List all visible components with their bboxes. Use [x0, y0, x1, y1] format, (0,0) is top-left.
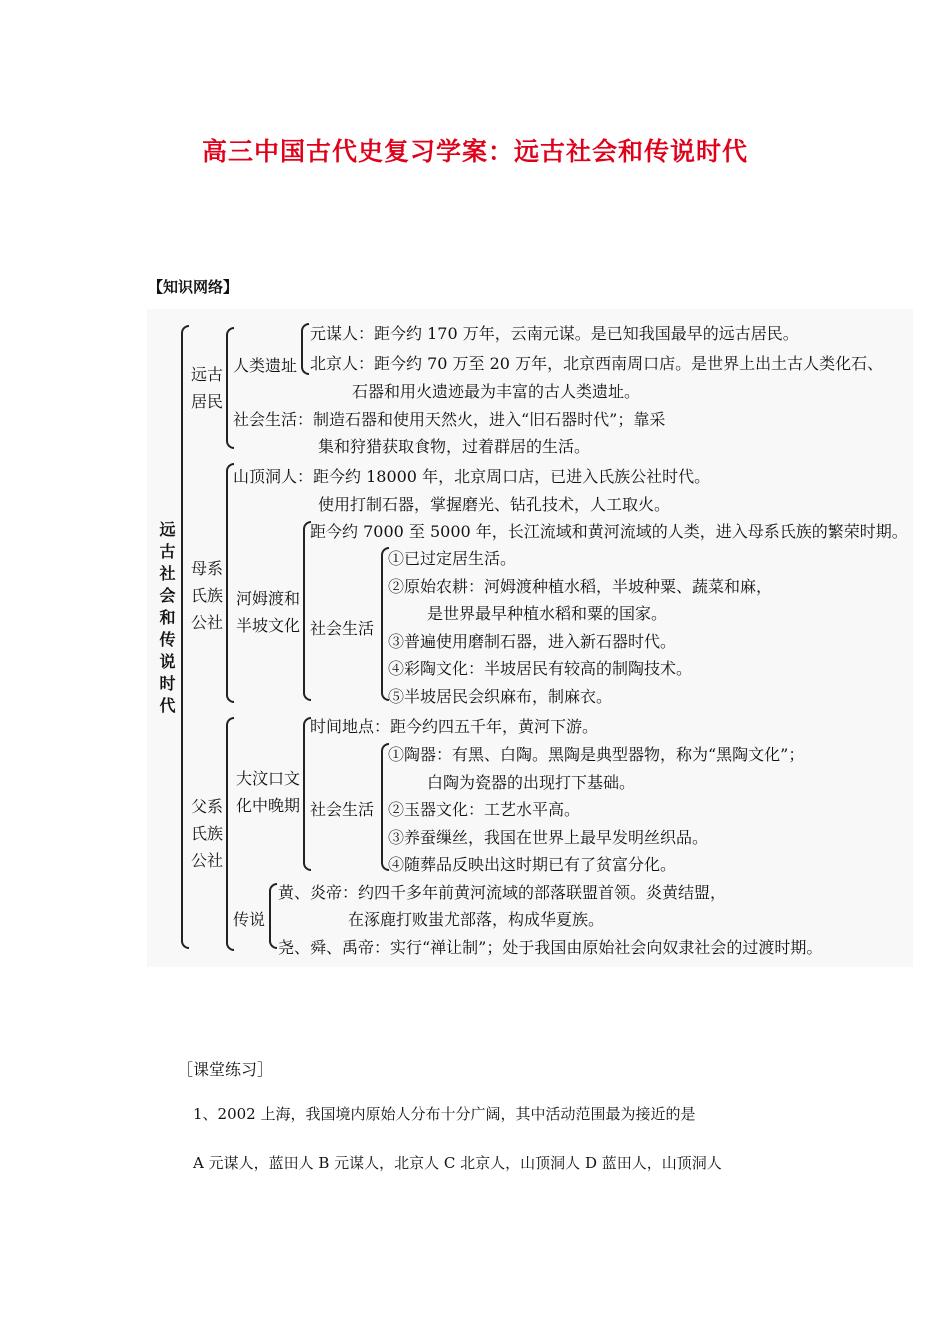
root-label: 远古社会和传说时代 [157, 521, 176, 719]
practice-heading: ［课堂练习］ [177, 1060, 274, 1079]
question-1: 1、2002 上海，我国境内原始人分布十分广阔，其中活动范围最为接近的是 [193, 1105, 696, 1123]
patriarchal-social-4: ④随葬品反映出这时期已有了贫富分化。 [388, 855, 677, 874]
knowledge-network-diagram [147, 309, 913, 967]
matriarchal-time: 距今约 7000 至 5000 年，长江流域和黄河流域的人类，进入母系氏族的繁荣时期。 [310, 522, 908, 541]
branch-ancient-residents: 远古 居民 [190, 365, 223, 411]
matriarchal-social-4: ④彩陶文化：半坡居民有较高的制陶技术。 [388, 659, 693, 678]
ancient-social-life-line2: 集和狩猎获取食物，过着群居的生活。 [318, 437, 591, 456]
human-sites-label: 人类遗址 [233, 356, 298, 375]
patriarchal-social-2: ②玉器文化：工艺水平高。 [388, 800, 581, 819]
upper-cave-man-line2: 使用打制石器，掌握磨光、钻孔技术，人工取火。 [318, 495, 671, 514]
matriarchal-social-1: ①已过定居生活。 [388, 549, 517, 568]
branch1-brace [226, 327, 234, 449]
patriarchal-social-1b: 白陶为瓷器的出现打下基础。 [427, 773, 636, 792]
page-title: 高三中国古代史复习学案：远古社会和传说时代 [201, 137, 748, 166]
branch-patriarchal-clan: 父系 氏族 公社 [190, 797, 223, 870]
peking-man-line2: 石器和用火遗迹最为丰富的古人类遗址。 [352, 382, 641, 401]
hemudu-banpo-label: 河姆渡和 半坡文化 [235, 589, 300, 635]
patriarchal-social-life-label: 社会生活 [310, 800, 375, 819]
branch2-brace [226, 463, 234, 703]
legend-label: 传说 [233, 910, 266, 929]
peking-man-line1: 北京人：距今约 70 万至 20 万年，北京西南周口店。是世界上出土古人类化石、 [310, 354, 884, 373]
upper-cave-man-line1: 山顶洞人：距今约 18000 年，北京周口店，已进入氏族公社时代。 [233, 467, 711, 486]
dawenkou-label: 大汶口文 化中晚期 [235, 769, 300, 815]
patriarchal-social-1a: ①陶器：有黑、白陶。黑陶是典型器物，称为“黑陶文化”； [388, 745, 805, 764]
section-label-knowledge-network: 【知识网络】 [148, 278, 239, 296]
hemudu-brace [303, 521, 311, 701]
matriarchal-social-2b: 是世界最早种植水稻和粟的国家。 [427, 604, 668, 623]
matriarchal-social-5: ⑤半坡居民会织麻布，制麻衣。 [388, 687, 613, 706]
matriarchal-social-3: ③普遍使用磨制石器，进入新石器时代。 [388, 632, 677, 651]
legend-yao-shun-yu: 尧、舜、禹帝：实行“禅让制”；处于我国由原始社会向奴隶社会的过渡时期。 [278, 938, 823, 957]
ancient-social-life-line1: 社会生活：制造石器和使用天然火，进入“旧石器时代”；靠采 [233, 410, 666, 429]
dawenkou-brace [303, 717, 311, 871]
yuanmou-man: 元谋人：距今约 170 万年，云南元谋。是已知我国最早的远古居民。 [310, 324, 799, 343]
matriarchal-social-life-label: 社会生活 [310, 619, 375, 638]
matriarchal-social-2a: ②原始农耕：河姆渡种植水稻，半坡种粟、蔬菜和麻， [388, 577, 773, 596]
patriarchal-social-3: ③养蚕缫丝，我国在世界上最早发明丝织品。 [388, 828, 709, 847]
question-1-options: A 元谋人，蓝田人 B 元谋人，北京人 C 北京人，山顶洞人 D 蓝田人，山顶洞人 [193, 1154, 722, 1172]
branch-matriarchal-clan: 母系 氏族 公社 [190, 559, 223, 632]
patriarchal-time: 时间地点：距今约四五千年，黄河下游。 [310, 717, 599, 736]
human-sites-brace [301, 323, 309, 375]
legend-huang-yan-line2: 在涿鹿打败蚩尤部落，构成华夏族。 [348, 910, 605, 929]
legend-huang-yan-line1: 黄、炎帝：约四千多年前黄河流域的部落联盟首领。炎黄结盟， [278, 883, 727, 902]
legend-brace [269, 883, 277, 949]
